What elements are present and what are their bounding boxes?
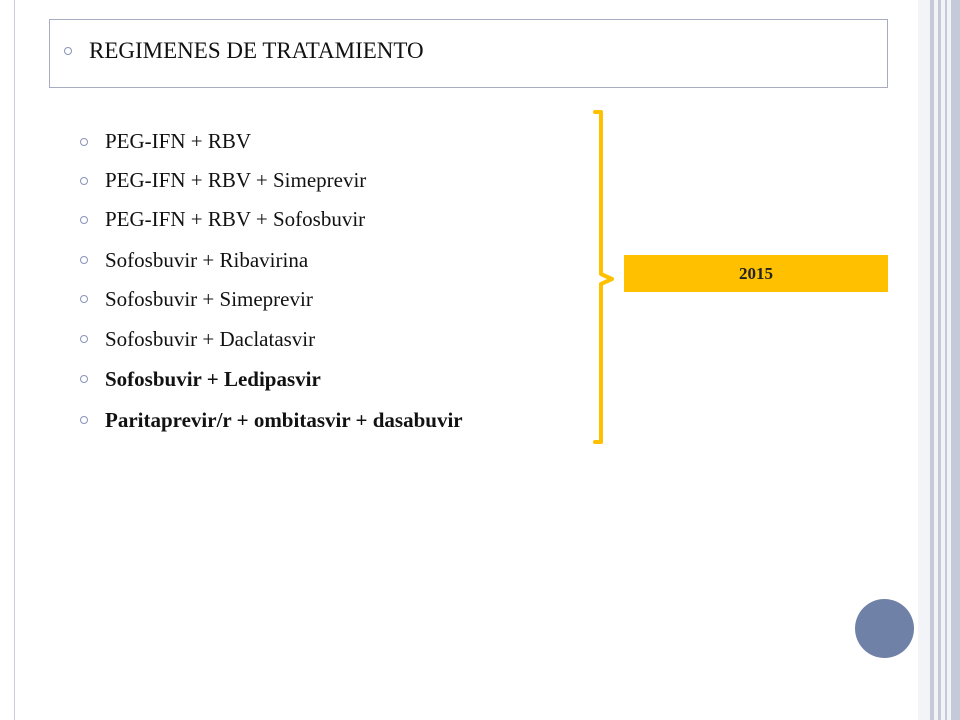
regimen-item: Sofosbuvir + Simeprevir [105, 287, 313, 311]
regimen-item: PEG-IFN + RBV + Sofosbuvir [105, 207, 366, 231]
regimen-item: Paritaprevir/r + ombitasvir + dasabuvir [105, 408, 463, 432]
regimen-item: PEG-IFN + RBV [105, 129, 252, 153]
year-label-box: 2015 [624, 255, 888, 292]
slide-title: REGIMENES DE TRATAMIENTO [89, 38, 424, 63]
regimen-item: Sofosbuvir + Ribavirina [105, 248, 309, 272]
regimen-item: Sofosbuvir + Ledipasvir [105, 367, 321, 391]
decorative-circle [855, 599, 914, 658]
regimen-item: Sofosbuvir + Daclatasvir [105, 327, 316, 351]
regimen-item: PEG-IFN + RBV + Simeprevir [105, 168, 367, 192]
